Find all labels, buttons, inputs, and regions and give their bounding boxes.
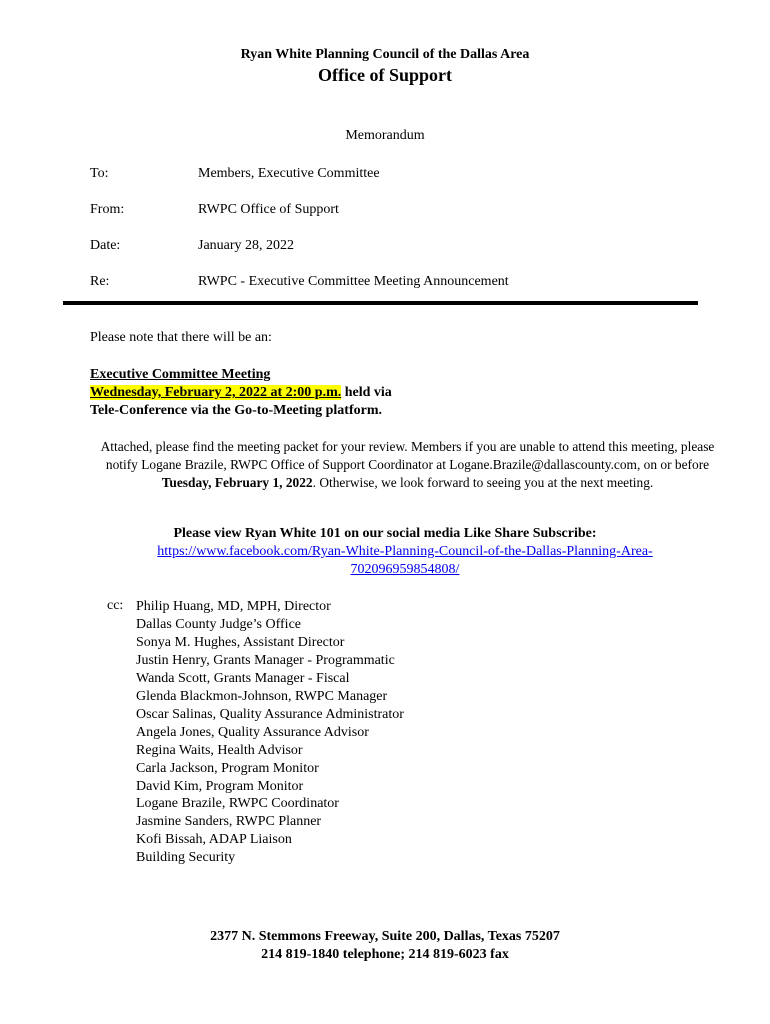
cc-label: cc:: [107, 598, 124, 613]
body-part1: Attached, please find the meeting packet for your review. Members if you are unable to attend this meeting, please notify Logane Brazile, RWPC Office of Support Coordinator at Logane.Brazile@dallascounty.com, on or before: [100, 439, 715, 472]
social-heading: Please view Ryan White 101 on our social media Like Share Subscribe:: [173, 526, 597, 541]
cc-recipient: Jasmine Sanders, RWPC Planner: [136, 814, 322, 830]
re-label: Re:: [90, 274, 110, 289]
re-value: RWPC - Executive Committee Meeting Announcement: [198, 274, 509, 289]
cc-recipient: Regina Waits, Health Advisor: [136, 742, 303, 758]
cc-recipient: David Kim, Program Monitor: [136, 778, 304, 794]
cc-recipient: Carla Jackson, Program Monitor: [136, 760, 319, 776]
from-value: RWPC Office of Support: [198, 202, 339, 217]
from-label: From:: [90, 202, 125, 217]
cc-recipient: Kofi Bissah, ADAP Liaison: [136, 832, 292, 848]
footer-phone-fax: 214 819-1840 telephone; 214 819-6023 fax: [261, 947, 509, 962]
cc-recipient: Oscar Salinas, Quality Assurance Administrator: [136, 706, 404, 722]
cc-recipient: Angela Jones, Quality Assurance Advisor: [136, 724, 369, 740]
facebook-link[interactable]: https://www.facebook.com/Ryan-White-Planning-Council-of-the-Dallas-Planning-Area-702096959854808/: [157, 544, 653, 577]
office-name: Office of Support: [318, 65, 452, 85]
cc-recipient: Sonya M. Hughes, Assistant Director: [136, 634, 345, 650]
cc-recipient: Building Security: [136, 850, 236, 866]
to-value: Members, Executive Committee: [198, 166, 380, 181]
cc-recipient: Logane Brazile, RWPC Coordinator: [136, 796, 339, 812]
cc-recipient: Philip Huang, MD, MPH, Director: [136, 599, 331, 614]
meeting-details: [90, 366, 392, 420]
cc-recipient: Dallas County Judge’s Office: [136, 616, 301, 632]
cc-recipient: Justin Henry, Grants Manager - Programmatic: [136, 652, 395, 668]
meeting-title: Executive Committee Meeting: [90, 367, 271, 382]
to-label: To:: [90, 166, 109, 181]
body-paragraph: [90, 438, 725, 492]
meeting-held-via: held via: [341, 385, 392, 400]
deadline-date: Tuesday, February 1, 2022: [161, 475, 313, 490]
date-label: Date:: [90, 238, 121, 253]
header-divider: [63, 301, 698, 305]
cc-recipient: Glenda Blackmon-Johnson, RWPC Manager: [136, 688, 388, 704]
footer: [0, 928, 770, 964]
organization-name: Ryan White Planning Council of the Dallas Area: [240, 47, 530, 62]
meeting-datetime: Wednesday, February 2, 2022 at 2:00 p.m.: [90, 385, 342, 400]
intro-text: Please note that there will be an:: [90, 330, 272, 345]
footer-address: 2377 N. Stemmons Freeway, Suite 200, Dallas, Texas 75207: [210, 929, 560, 944]
meeting-platform: Tele-Conference via the Go-to-Meeting platform.: [90, 403, 382, 418]
cc-recipient: Wanda Scott, Grants Manager - Fiscal: [136, 670, 350, 686]
memo-title: Memorandum: [345, 128, 425, 143]
date-value: January 28, 2022: [198, 238, 295, 253]
cc-list: [136, 598, 404, 867]
body-part2: . Otherwise, we look forward to seeing you at the next meeting.: [312, 475, 654, 490]
